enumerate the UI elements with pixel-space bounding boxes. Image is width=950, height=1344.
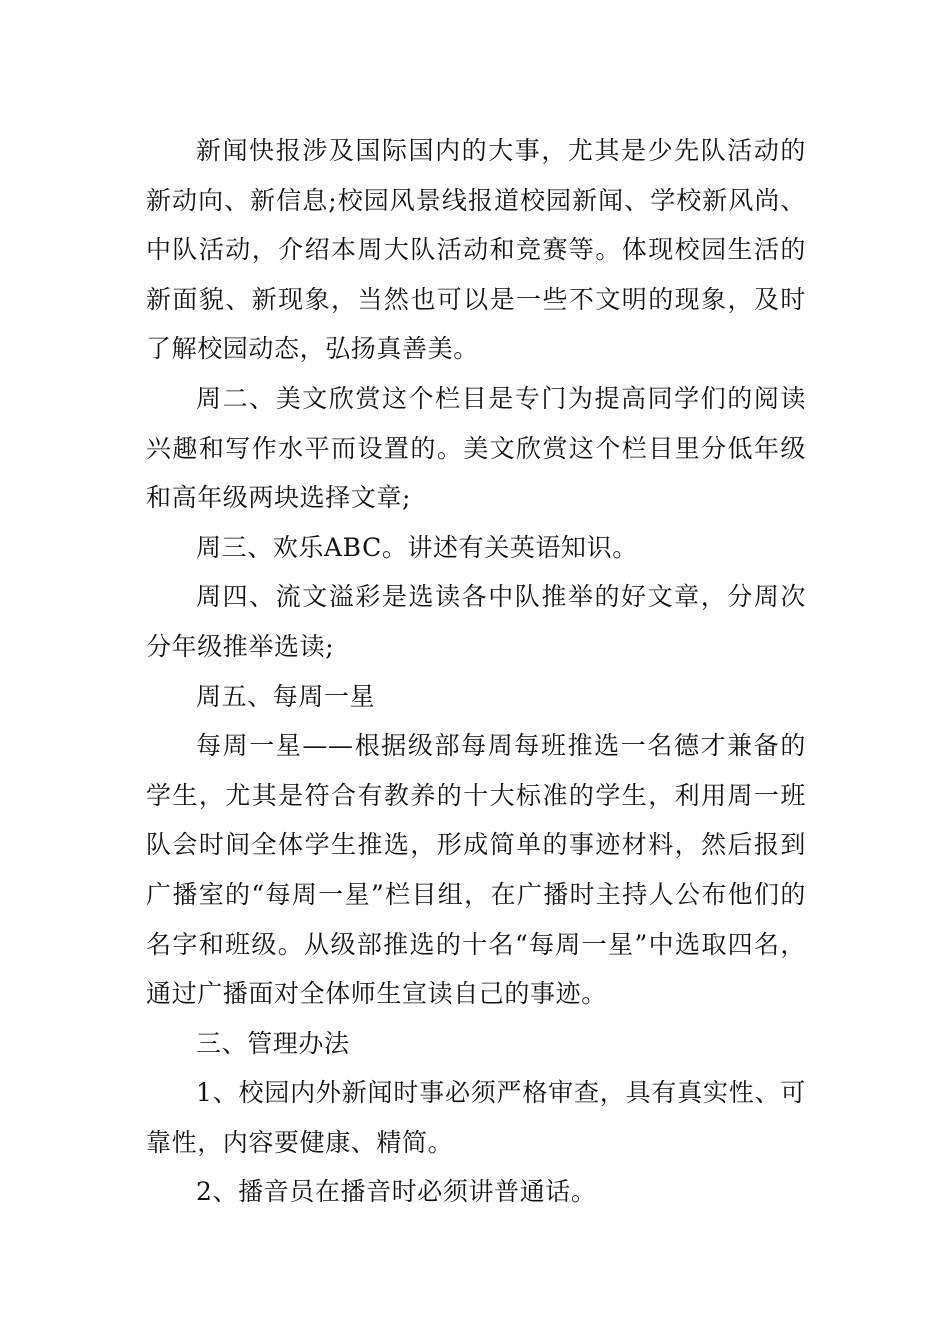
paragraph-thursday: 周四、流文溢彩是选读各中队推举的好文章，分周次分年级推举选读; [146,582,806,661]
paragraph-wednesday: 周三、欢乐ABC。讲述有关英语知识。 [196,532,638,562]
paragraph-news-section: 新闻快报涉及国际国内的大事，尤其是少先队活动的新动向、新信息;校园风景线报道校园新闻、学校新风尚、中队活动，介绍本周大队活动和竞赛等。体现校园生活的新面貌、新现象，当然也可以是一些不文明的现象，及时了解校园动态，弘扬真善美。 [146,136,806,364]
paragraph-rule-2: 2、播音员在播音时必须讲普通话。 [196,1177,597,1207]
paragraph-rule-1: 1、校园内外新闻时事必须严格审查，具有真实性、可靠性，内容要健康、精简。 [146,1078,806,1157]
paragraph-star-of-week: 每周一星——根据级部每周每班推选一名德才兼备的学生，尤其是符合有教养的十大标准的学生，利用周一班队会时间全体学生推选，形成简单的事迹材料，然后报到广播室的“每周一星”栏目组，在广播时主持人公布他们的名字和班级。从级部推选的十名“每周一星”中选取四名，通过广播面对全体师生宣读自己的事迹。 [146,731,806,1009]
section-heading-management: 三、管理办法 [196,1028,350,1058]
paragraph-friday: 周五、每周一星 [196,681,376,711]
document-body [146,126,806,1217]
paragraph-tuesday: 周二、美文欣赏这个栏目是专门为提高同学们的阅读兴趣和写作水平而设置的。美文欣赏这个栏目里分低年级和高年级两块选择文章; [146,383,806,513]
